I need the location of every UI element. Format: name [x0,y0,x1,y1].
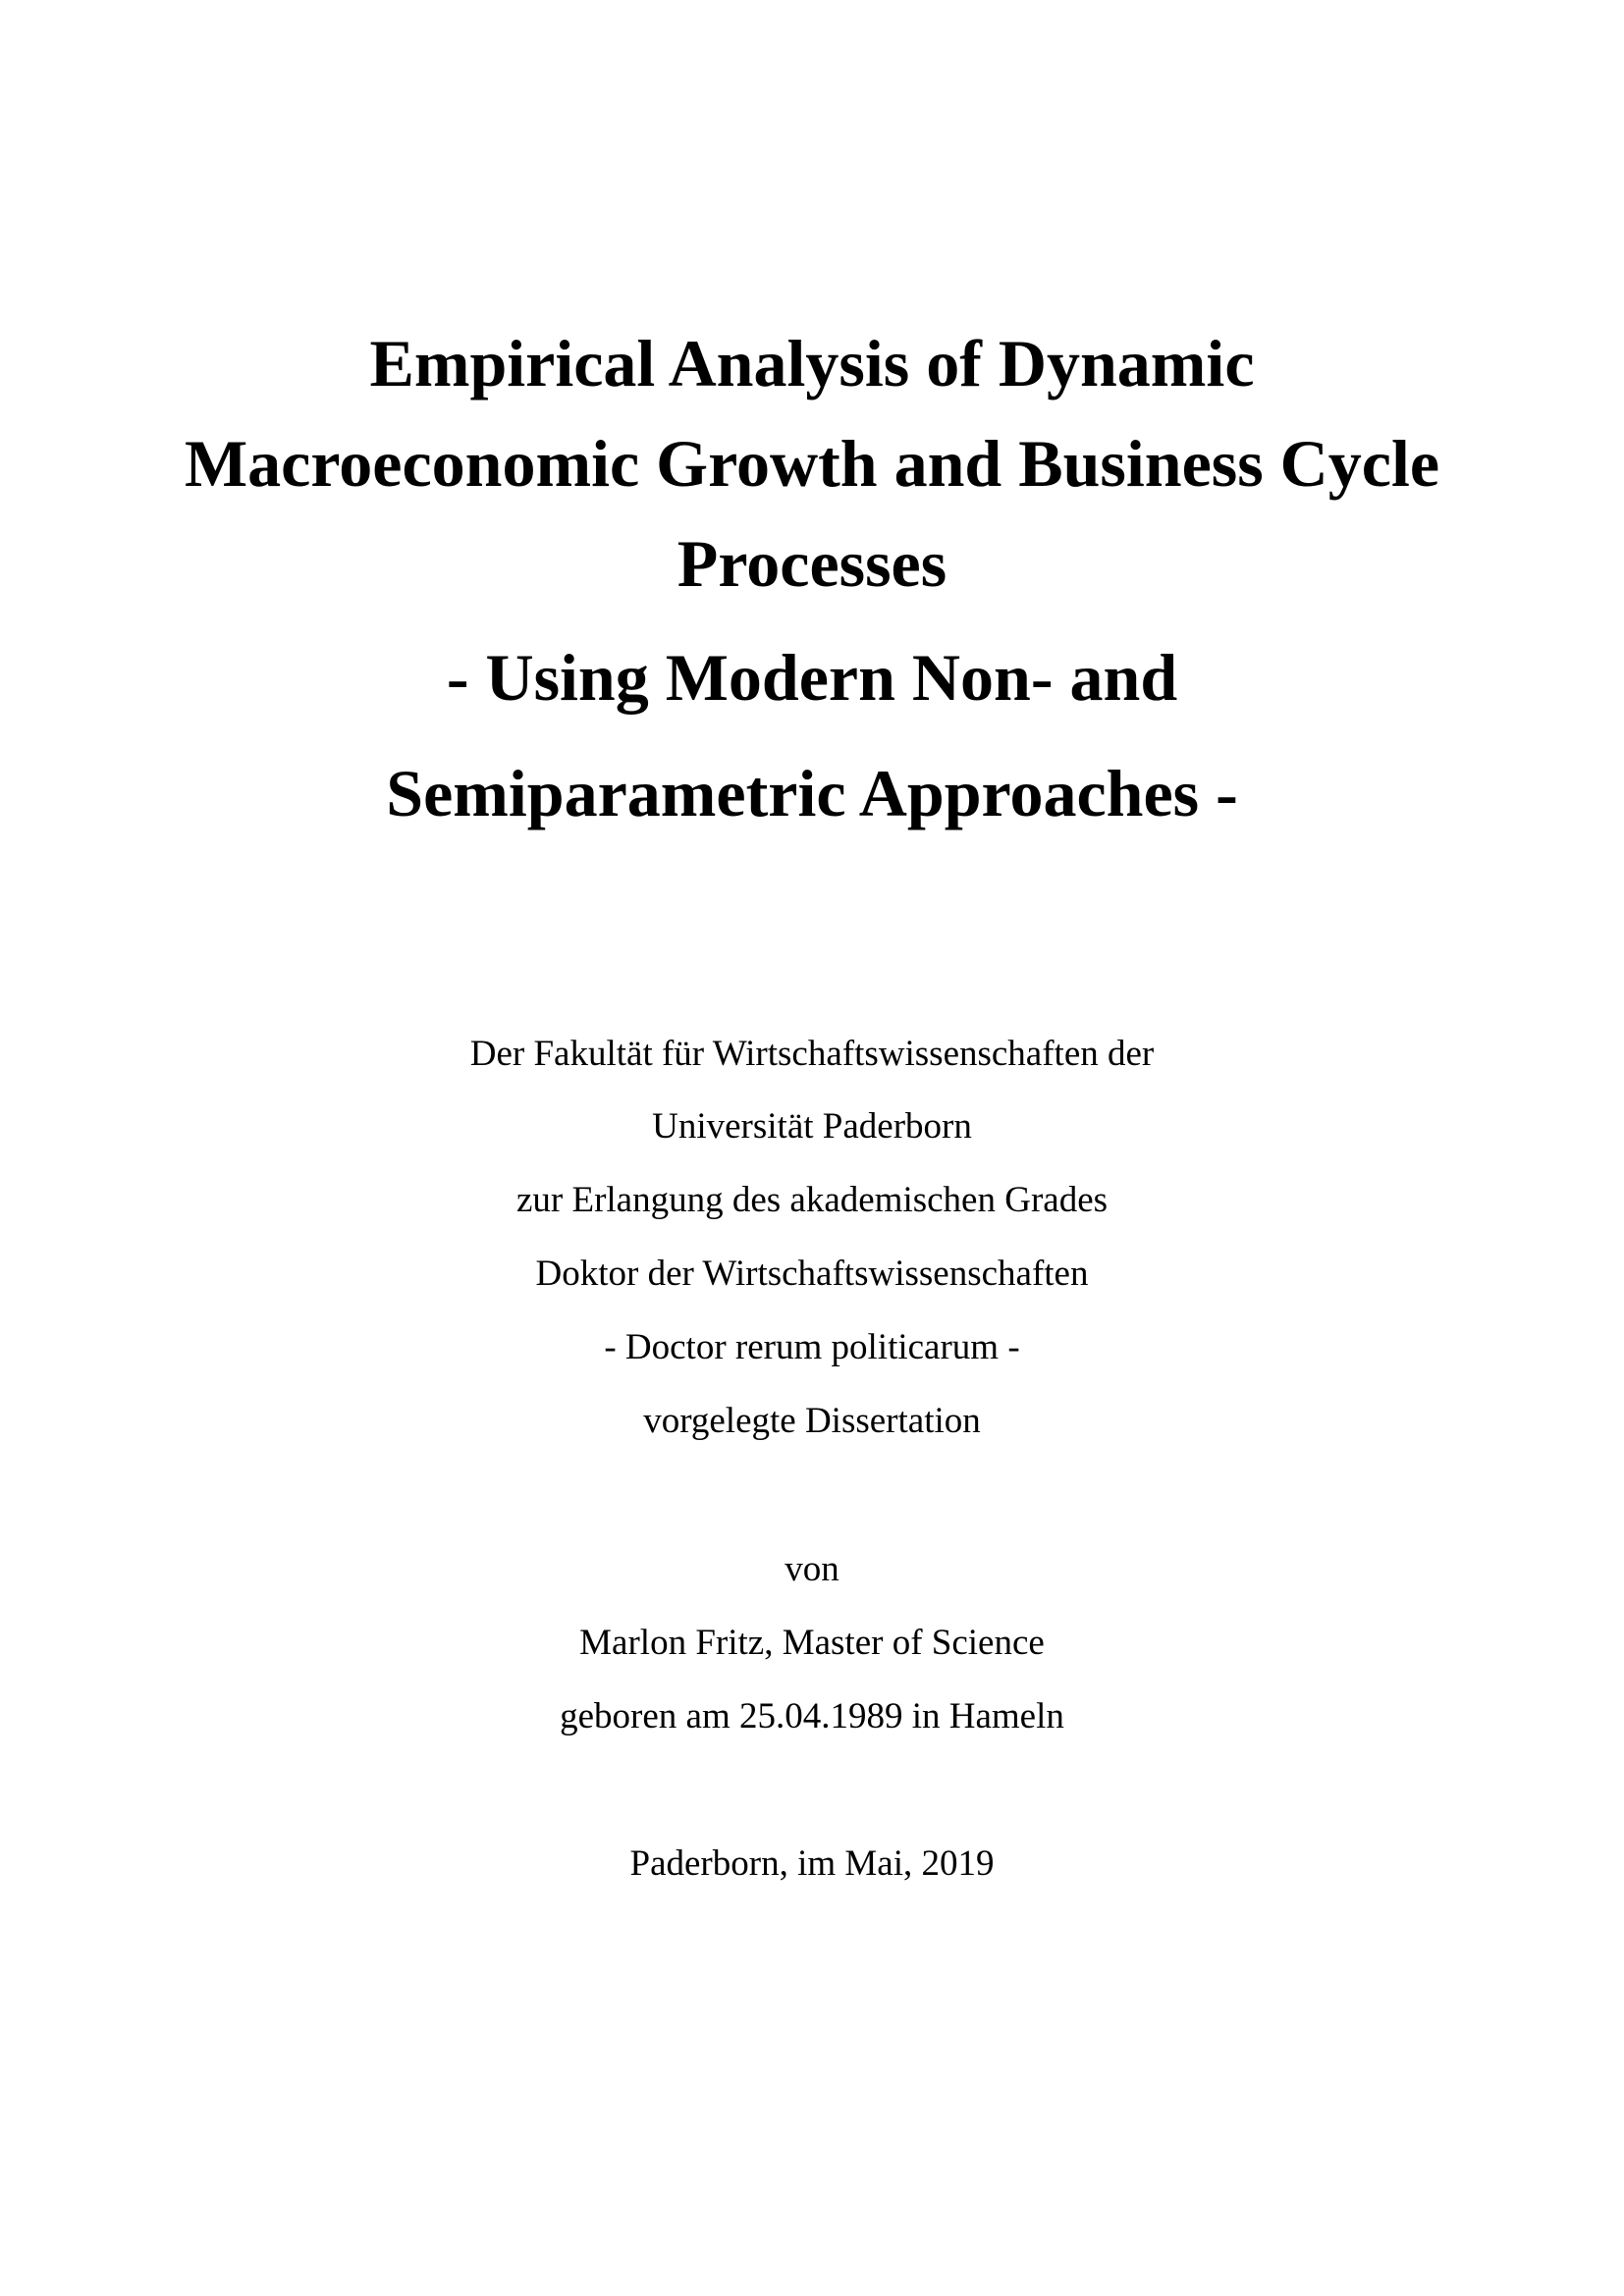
degree-purpose-line: zur Erlangung des akademischen Grades [515,1180,1109,1220]
thesis-title-line-2: Macroeconomic Growth and Business Cycle [184,426,1440,501]
degree-latin-line: - Doctor rerum politicarum - [604,1327,1020,1367]
von-line: von [785,1549,839,1589]
degree-name-line: Doktor der Wirtschaftswissenschaften [535,1254,1089,1294]
dissertation-line: vorgelegte Dissertation [643,1401,981,1441]
place-date: Paderborn, im Mai, 2019 [629,1843,995,1884]
faculty-line: Der Fakultät für Wirtschaftswissenschaften der [469,1034,1155,1074]
thesis-subtitle-line-1: - Using Modern Non- and [446,640,1178,715]
thesis-title-line-3: Processes [677,526,947,601]
thesis-title-line-1: Empirical Analysis of Dynamic [369,326,1255,400]
author-name: Marlon Fritz, Master of Science [579,1623,1045,1663]
author-birth: geboren am 25.04.1989 in Hameln [560,1696,1064,1736]
university-line: Universität Paderborn [652,1106,972,1147]
thesis-subtitle-line-2: Semiparametric Approaches - [386,756,1238,830]
